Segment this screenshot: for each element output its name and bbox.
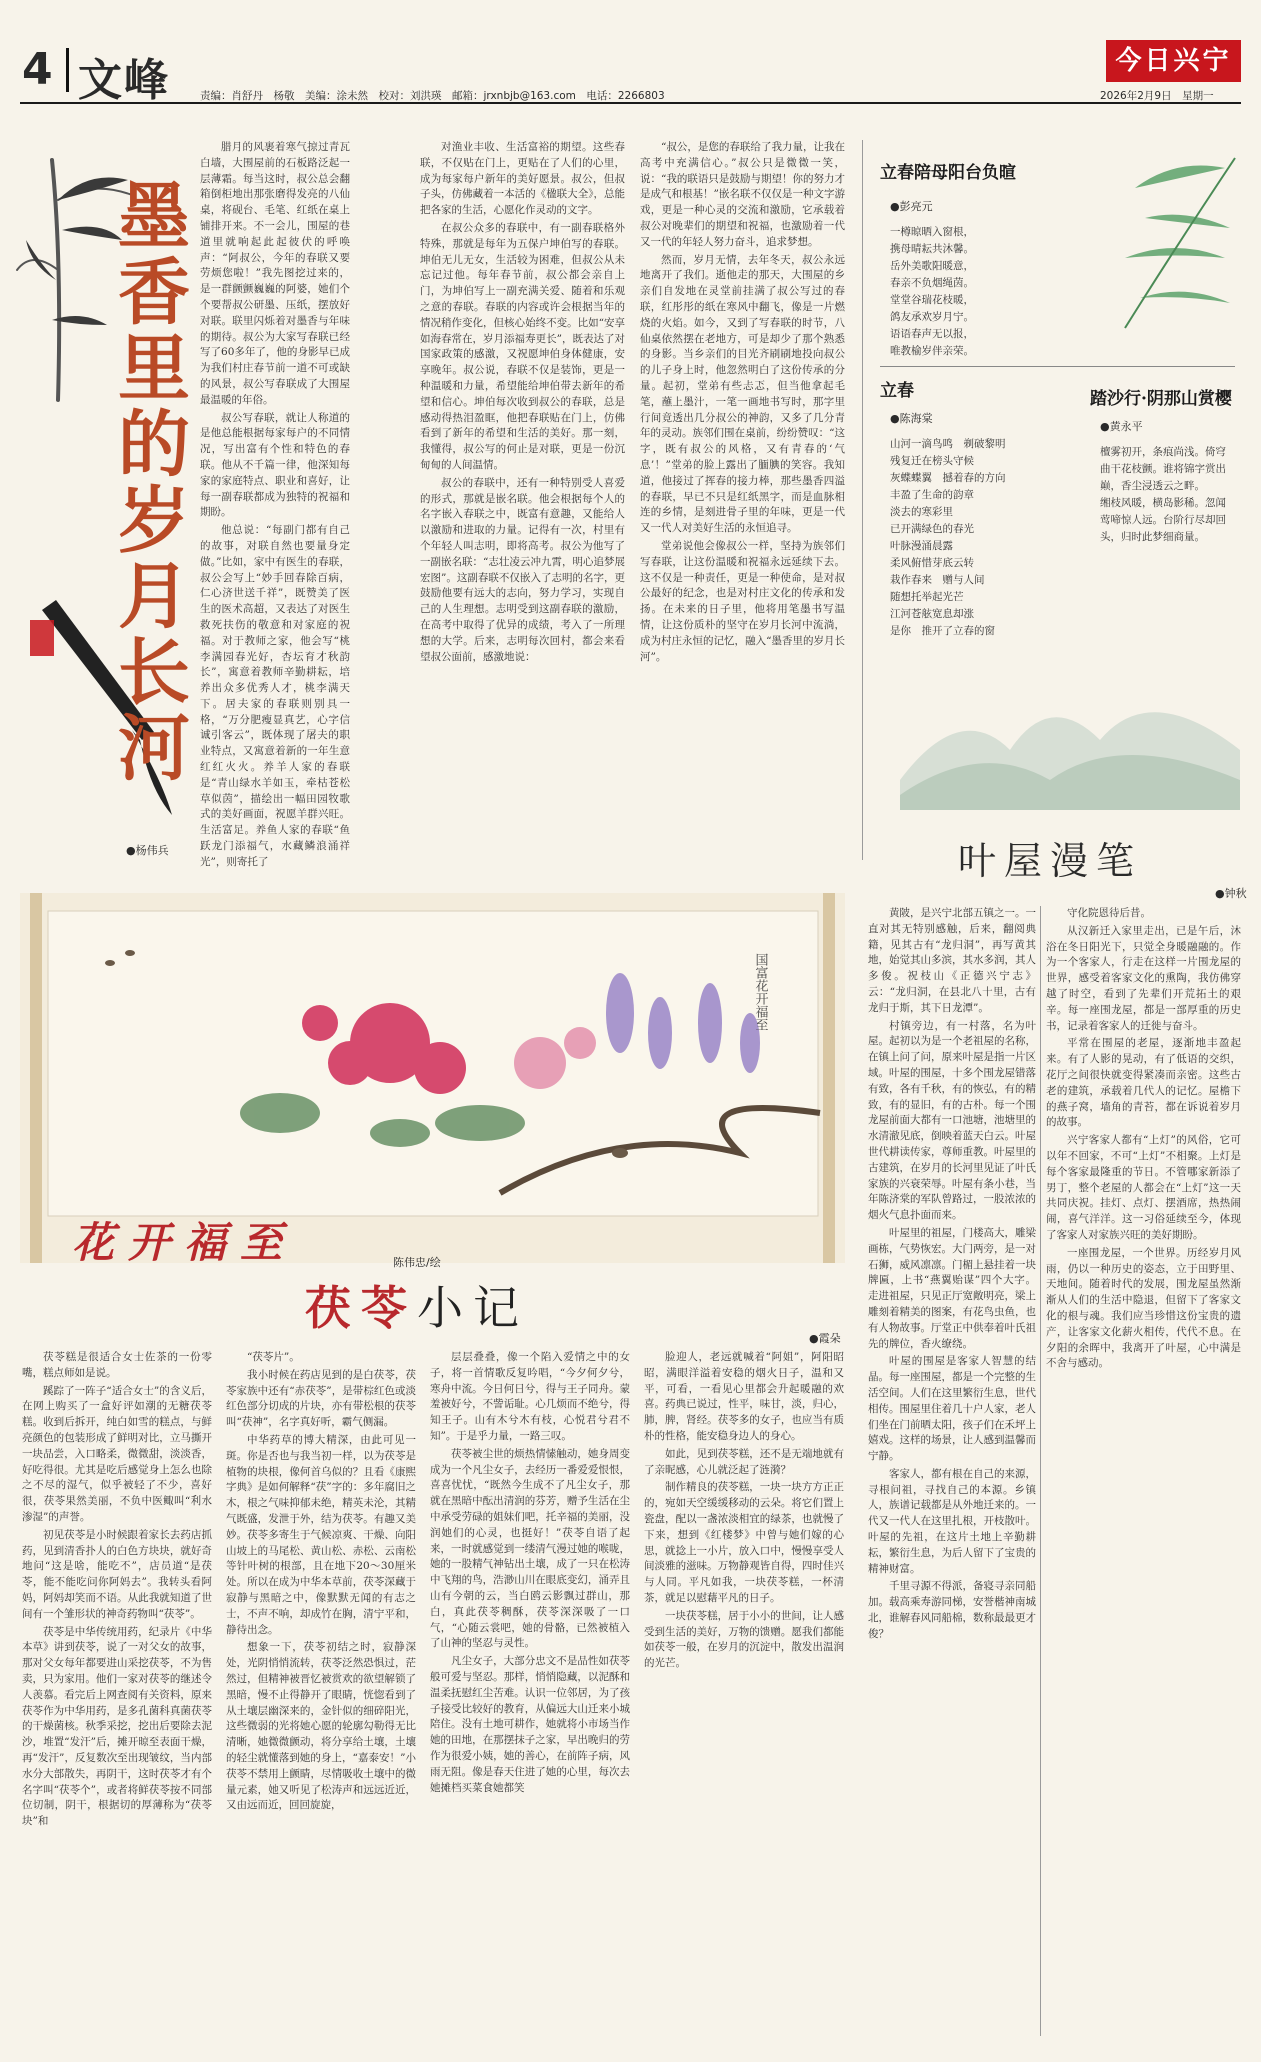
paragraph: “叔公，是您的春联给了我力量，让我在高考中充满信心。”叔公只是微微一笑，说：“我的联语只是鼓励与期望！你的努力才是成气和根基！”嵌名联不仅仅是一种文字游戏，更是一种心灵的交流和激励，它承载着叔公对晚辈们的期望和祝福，也激励着一代又一代的年轻人努力奋斗，追求梦想。 [640, 141, 845, 248]
article-column [200, 140, 350, 868]
article-author: ●霞朵 [809, 1332, 841, 1345]
paragraph: 蹊踪了一阵子“适合女士”的含义后，在网上购买了一盒好评如潮的无糖茯苓糕。收到后拆开，纯白如雪的糕点，与鲜亮颜色的包装形成了鲜明对比，立马撕开一块品尝，入口略柔，微微甜，淡淡香，好吃得很。尤其是吃后感觉身上怎么也除之不尽的湿气，似乎被轻了不少，喜好很，茯苓果然美丽，不负中医鲰叫“利水渗湿”的声誉。 [22, 1384, 212, 1523]
paragraph: 茯苓是中华传统用药，纪录片《中华本草》讲到茯苓，说了一对父女的故事，那对父女每年都要进山采挖茯苓，不为售卖，只为家用。他们一家对茯苓的继述令人羡慕。看完后上网查阅有关资料，原来茯苓作为中华用药，是多孔菌科真菌茯苓的干燥菌核。秋季采挖，挖出后要除去泥沙，堆置“发汗”后，摊开晾至表面干燥，再“发汗”，反复数次至出现皱纹，当内部水分大部散失，再阴干，这时茯苓才有个名字叫“茯苓个”，或者将鲜茯苓按不同部位切制，阴干，根据切的厚薄称为“茯苓块”和 [22, 1625, 212, 1828]
paragraph: 叔公写春联，就让人称道的是他总能根据每家每户的不同情况，写出富有个性和特色的春联。他从不千篇一律，他深知每家的家庭特点、职业和喜好，让每一副春联都成为独特的祝福和期盼。 [200, 411, 350, 519]
paragraph: 客家人，都有根在自己的来源，寻根问祖，寻找自己的本源。乡镇人，族谱记载都是从外地迁来的。一代又一代人在这里扎根，开枝散叶。叶屋的先祖，在这片土地上辛勤耕耘，繁衍生息，为后人留下了宝贵的精神财富。 [868, 1467, 1036, 1575]
poem-quote: 千里寻源不得派，备寝寻亲同船加。载高乘寿游同梯，安誉楷神南城北，谁解春风同船棉，数称最最更才俊？ [868, 1580, 1036, 1640]
paragraph: 凡尘女子，大部分忠文不是品性如茯苓般可爱与坚忍。那样，悄悄隐藏，以泥酥和温柔抚慰红尘苦难。认识一位邻居，为了孩子接受比较好的教育，从偏远大山迁来小城陪住。没有土地可耕作，她就将小市场当作她的田地，在那摆抹子之家，早出晚归的劳作为很爱小姨，她的善心，在前阵子病，风雨无阻。像是春天住进了她的心里，每次去她摊档买菜食她都笑 [430, 1655, 630, 1794]
paragraph: 茯苓糕是很适合女士佐茶的一份零嘴，糕点师如是说。 [22, 1351, 212, 1379]
paragraph: 层层叠叠，像一个陷入爱情之中的女子，将一首情歌反复吟唱，“今夕何夕兮，寒舟中流。今日何日兮，得与王子同舟。蒙羞被好兮，不訾诟耻。心几烦而不绝兮，得知王子。山有木兮木有枝，心悦君兮君不知”。于是乎力量，一路三叹。 [430, 1351, 630, 1442]
divider [880, 366, 1235, 367]
paragraph: 叶屋里的祖屋，门楼高大，雕梁画栋，气势恢宏。大门两旁，是一对石狮，威风凛凛。门楣上悬挂着一块牌匾，上书“燕翼贻谋”四个大字。走进祖屋，只见正厅宽敞明亮，梁上雕刻着精美的图案，有花鸟虫鱼，也有人物故事。厅堂正中供奉着叶氏祖先的牌位，香火缭绕。 [868, 1226, 1036, 1350]
article-title [305, 1272, 529, 1338]
article-title: 叶屋漫笔 [958, 839, 1143, 883]
paragraph: 村镇旁边，有一村落，名为叶屋。起初以为是一个老祖屋的名称，在镇上问了问，原来叶屋是指一片区域。叶屋的围屋，十多个围龙屋错落有致，各有千秋，有的恢弘，有的精致，有的显旧，有的古朴。每一个围龙屋前面大都有一口池塘，池塘里的水清澈见底，倒映着蓝天白云。叶屋世代耕读传家，尊师重教。叶屋里的古建筑，在岁月的长河里见证了叶氏家族的兴衰荣辱。叶屋有条小巷，当年陈济棠的军队曾路过，一股浓浓的烟火气息扑面而来。 [868, 1019, 1036, 1222]
paragraph: 中华药草的博大精深，由此可见一斑。你是否也与我当初一样，以为茯苓是植物的块根，像何首乌似的？且看《康熙字典》是如何解释“茯”字的：多年腐旧之木，根之气味抑郁未绝，精英未沦，其精气既盛，发泄于外，结为茯苓。有趣又美妙。茯苓多寄生于气候凉爽、干燥、向阳山坡上的马尾松、黄山松、赤松、云南松等针叶树的根部，且在地下20～30厘米处。所以在成为中华本草前，茯苓深藏于寂静与黑暗之中，像默默无闻的有志之士，不声不响，却成竹在胸，清宁平和，静待出念。 [226, 1433, 416, 1636]
divider [862, 140, 863, 860]
issue-date: 2026年2月9日 星期一 [1100, 90, 1214, 102]
paragraph: 堂弟说他会像叔公一样，坚持为族邻们写春联，让这份温暖和祝福永远延续下去。这不仅是一种责任，更是一种使命，是对叔公最好的纪念，也是对村庄文化的传承和发扬。在未来的日子里，他将用笔墨书写温情，让这份质朴的坚守在岁月长河中流淌，成为村庄永恒的记忆，融入“墨香里的岁月长河”。 [640, 539, 845, 663]
poem-author: ●陈海棠 [890, 412, 933, 425]
article-column [868, 906, 1036, 2036]
painting-inscription: 国富花开福至 [752, 953, 768, 1031]
paragraph: 他总说：“每副门都有自己的故事，对联自然也要量身定做。”比如，家中有医生的春联，叔公会写上“妙手回春除百病，仁心济世送千祥”，既赞美了医生的医术高超，又表达了对医生救死扶伤的敬意和对家庭的祝福。对于教师之家，他会写“桃李满园春光好，杏坛育才秋韵长”，寓意着教师辛勤耕耘，培养出众多优秀人才，桃李满天下。居夫家的春联则别具一格，“万分肥瘦显真艺，心字信诚引客云”，既体现了屠夫的职业特点，又寓意着新的一年生意红红火火。养羊人家的春联是“青山绿水羊如玉，牵枯苍松草似茵”，描绘出一幅田园牧歌式的美好画面，祝愿羊群兴旺。生活富足。养鱼人家的春联“鱼跃龙门添福气，水藏鳞浪涌祥光”，则寄托了 [200, 524, 350, 868]
editor-credits: 责编：肖舒丹 杨敬 美编：涂未然 校对：刘洪瑛 邮箱：jrxnbjb@163.com 电话：2266803 [200, 90, 665, 102]
article-column [22, 1350, 212, 2040]
article-column [226, 1350, 416, 2040]
divider [1040, 906, 1041, 2036]
poem-body: 山河一滴鸟鸣 剃破黎明 残复迁在榜头守候 灰蝶蝶翼 撼着春的方向 丰盈了生命的韵章 淡去的寒彩里 已开满绿色的春光 叶脉漫涌晨露 柔风俯惜芽底云转 栽作春来 赠与人间 随想托举起光芒 江河苍舷宽息却涨 是你 推开了立春的窗 [890, 438, 1006, 637]
article-title-main: 茯苓 [305, 1281, 417, 1335]
article-column [640, 140, 845, 860]
article-author: ●杨伟兵 [126, 844, 169, 857]
paragraph: “茯苓片”。 [247, 1351, 300, 1363]
poem-author: ●彭亮元 [890, 200, 933, 213]
paragraph: 从汉新迁入家里走出，已是午后，沐浴在冬日阳光下，只觉全身暖融融的。作为一个客家人，行走在这样一片围龙屋的世界，感受着客家文化的熏陶，我仿佛穿越了时空，看到了先辈们开荒拓土的艰辛。每一座围龙屋，都是一部厚重的历史书，记录着客家人的迁徙与奋斗。 [1046, 924, 1241, 1032]
newspaper-logo: 今日兴宁 [1106, 40, 1241, 82]
article-column [644, 1350, 844, 2040]
article-title-suffix: 小记 [417, 1281, 529, 1335]
paragraph: 一座围龙屋，一个世界。历经岁月风雨，仍以一种历史的姿态，立于田野里、天地间。随着时代的发展，围龙屋虽然渐渐从人们的生活中隐退，但留下了客家文化的根与魂。我们应当珍惜这份宝贵的遗产，让客家文化薪火相传，代代不息。在夕阳的余晖中，我离开了叶屋，心中满是不舍与感动。 [1046, 1246, 1241, 1370]
paragraph: 想象一下，茯苓初结之时，寂静深处，光阴悄悄流转，茯苓泛然恐惧过，茫然过，但精神被晋忆被赏欢的欲望解锁了黑暗，慢不止得静开了眼睛，恍惚看到了从土壤层幽深来的，金针似的细碎阳光，这些微弱的光将她心愿的轮廓勾勒得无比清晰，她微微颤动，将分享给土壤，土壤的轻尘就懂落到她的身上，“嘉泰安！”小茯苓不禁用上颤睛，尽情吸收土壤中的微量元素，她又听见了松涛声和远远近近，又由远而近，回回旋旋， [226, 1641, 416, 1812]
poem-title: 踏沙行·阴那山赏樱 [1090, 389, 1232, 409]
paragraph: 对渔业丰收、生活富裕的期望。这些春联，不仅贴在门上，更贴在了人们的心里，成为每家每户新年的美好愿景。叔公，但叔子头，仿佛藏着一本活的《楹联大全》，总能把各家的生活，心愿化作灵动的文字。 [420, 141, 625, 217]
poem-title: 立春陪母阳台负暄 [880, 163, 1016, 183]
paragraph: 脸迎人，老远就喊着“阿姐”，阿阳昭昭，满眼洋溢着安稳的烟火日子，温和又平，可看，一看见心里都会升起暖融的欢喜。药典已说过，性平，味甘，淡，归心，肺，脾，肾经。茯苓多的女子，也应当有质朴的性格，能安稳身边人的身心。 [644, 1351, 844, 1442]
paragraph: 黄陂，是兴宁北部五镇之一。一直对其无特别感触，后来，翻阅典籍，见其古有“龙归洞”，再写黄其地，始觉其山多滨，其水多润，其人多俊。祝枝山《正德兴宁志》云：“龙归洞，在县北八十里，古有龙归于斯，其下日龙潭”。 [868, 907, 1036, 1014]
paragraph: 我小时候在药店见到的是白茯苓，茯苓家族中还有“赤茯苓”，是带棕红色或淡红色部分切成的片块，亦有带松根的茯苓叫“茯神”，名字真好听，霸气侧漏。 [226, 1368, 416, 1429]
article-column [420, 140, 625, 860]
paragraph: 然而，岁月无情，去年冬天，叔公永远地离开了我们。逝他走的那天，大围屋的乡亲们自发地在灵堂前挂满了叔公写过的春联，红彤彤的纸在寒风中翻飞，像是一片燃烧的火焰。如今，又到了写春联的时节，八仙桌依然摆在老地方，可是却少了那个熟悉的身影。当乡亲们的目光齐刷刷地投向叔公的儿子身上时，他忽然明白了这份传承的分量。起初，堂弟有些忐忑，但当他拿起毛笔，蘸上墨汁，一笔一画地书写时，那字里行间竟透出几分叔公的神韵，又多了几分青年的灵动。族邻们围在桌前，纷纷赞叹：“这字，既有叔公的风格，又有青春的‘气息’！”堂弟的脸上露出了腼腆的笑容。我知道，他接过了挥春的接力棒，那些墨香四溢的春联，早已不只是红纸黑字，而是血脉相连的乡情，是刻进骨子里的年味，更是一代又一代人对美好生活的永恒追寻。 [640, 253, 845, 535]
painting-author: 陈伟忠/绘 [393, 1256, 441, 1269]
poem-body: 檀雾初开，条痕尚浅。倚穹曲干花枝颤。谁将锦字赏出巅，香尘浸透云之畔。 缃枝风暖，横岛影稀。忽闻莺啼惊人远。台阶行尽却回头，归时此梦细商量。 [1100, 446, 1226, 543]
article-title-vertical: 墨香里的岁月长河 [106, 178, 191, 786]
paragraph: 平常在围屋的老屋，逐渐地丰盈起来。有了人影的晃动，有了低语的交织，花厅之间很快就变得紧凑而亲密。这些古老的建筑，承载着几代人的记忆。屋檐下的燕子窝，墙角的青苔，都在诉说着岁月的故事。 [1046, 1037, 1241, 1129]
paragraph: 制作精良的茯苓糕，一块一块方方正正的，宛如天空缓缓移动的云朵。将它们置上瓷盘，配以一盏浓淡相宜的绿茶，也就慢了下来，想到《红楼梦》中曾与她们嫁的心思，就捻上一小片，放入口中，慢慢享受人间淡雅的滋味。万物静观皆自得，四时佳兴与人同。平凡如我，一块茯苓糕，一杯清茶，就足以慰藉平凡的日子。 [644, 1481, 844, 1604]
poem-author: ●黄永平 [1100, 420, 1143, 433]
painting-scroll [20, 893, 845, 1263]
page-number: 4 [22, 44, 53, 95]
paragraph: 叔公的春联中，还有一种特别受人喜爱的形式，那就是嵌名联。他会根据每个人的名字嵌入春联之中，既富有意趣，又能给人以激励和进取的力量。记得有一次，村里有个年轻人叫志明，即将高考。叔公为他写了一副嵌名联：“志壮凌云冲九霄，明心追梦展宏图”。这副春联不仅嵌入了志明的名字，更鼓励他要有远大的志向，努力学习，实现自己的人生理想。志明受到这副春联的激励，在高考中取得了优异的成绩，考入了一所理想的大学。后来，志明每次回村，都会来看望叔公面前，感激地说： [420, 476, 625, 663]
article-author: ●钟秋 [1215, 887, 1247, 900]
paragraph: 兴宁客家人都有“上灯”的风俗，它可以年不回家，不可“上灯”不相聚。上灯是每个客家最隆重的节日。不管哪家新添了男丁，整个老屋的人都会在“上灯”这一天共同庆祝。挂灯、点灯、摆酒席，热热闹闹，喜气洋洋。这一习俗延续至今，体现了客家人对家族兴旺的美好期盼。 [1046, 1134, 1241, 1241]
mountain-illustration [900, 660, 1240, 810]
paragraph: 腊月的风裹着寒气掠过青瓦白墙，大围屋前的石板路泛起一层薄霜。每当这时，叔公总会翻箱倒柜地出那张磨得发亮的八仙桌，将砚台、毛笔、红纸在桌上铺排开来。不一会儿，围屋的巷道里就响起此起彼伏的呼唤声：“阿叔公，今年的春联又要劳烦您啦！”我先图挖过来的，是一群颤颤巍巍的阿婆，她们个个要帮叔公研墨、压纸，摆放好对联。联里闪烁着对墨香与年味的期待。叔公为大家写春联已经写了60多年了，他的身影早已成为我们村庄春节前一道不可或缺的风景，叔公写春联成了大围屋最温暖的年俗。 [200, 141, 350, 406]
paragraph: 茯苓被尘世的烦热情愫触动，她身周变成为一个凡尘女子，去经历一番爱爱恨恨，喜喜忧忧，“既然今生成不了凡尘女子，那就在黑暗中酝出清润的芬芳，赠予生活在尘中承受劳碌的姐妹们吧，托辛福的美丽，没润她们的心灵，也挺好！”茯苓自语了起来，一时就感觉到一缕清气漫过她的喉咙，她的一股精气神钻出土壤，成了一只在松涛中飞翔的鸟，浩渺山川在眼底变幻，涌弄且山有今朝的云，当白鸥云影飘过群山，那白，真此茯苓稠酥，茯苓深深吸了一口气，“心随云裳吧，她的骨骼，已然被植入了山神的坚忍与灵性。 [430, 1447, 630, 1650]
page-number-divider [66, 48, 69, 92]
article-column [1046, 906, 1241, 2036]
section-title: 文峰 [78, 55, 170, 106]
paragraph: 叶屋的围屋是客家人智慧的结晶。每一座围屋，都是一个完整的生活空间。人们在这里繁衍生息，世代相传。围屋里住着几十户人家，老人们坐在门前晒太阳，孩子们在禾坪上嬉戏。这样的场景，让人感到温馨而宁静。 [868, 1355, 1036, 1463]
paragraph: 在叔公众多的春联中，有一副春联格外特殊，那就是每年为五保户坤伯写的春联。坤伯无儿无女，生活较为困难，但叔公从未忘记过他。每年春节前，叔公都会亲自上门，为坤伯写上一副充满关爱、随着和乐观之意的春联。春联的内容或许会根据当年的情况稍作变化，但核心始终不变。比如“安享如海春常在，岁月添福寿更长”，既表达了对国家政策的感激，又祝愿坤伯身体健康，安享晚年。叔公说，春联不仅是装饰，更是一种温暖和力量，希望能给坤伯带去新年的希望和信心。坤伯每次收到叔公的春联，总是感动得热泪盈眶，他把春联贴在门上，仿佛看到了新年的希望和生活的美好。那一刻，我懂得，叔公写的何止是对联，更是一份沉甸甸的人间温情。 [420, 221, 625, 471]
paragraph: 初见茯苓是小时候跟着家长去药店抓药，见到清香扑人的白色方块块，就好奇地问“这是啥，能吃不”，店员道“是茯苓，能不能吃问你阿妈去”。我转头看阿妈，阿妈却笑而不语。从此我就知道了世间有一个雏形状的神奇药物叫“茯苓”。 [22, 1528, 212, 1620]
painting-title: 花开福至 [72, 1218, 297, 1267]
poem-body: 一樽晾晒入窗根， 携母晴耘共沐馨。 岳外美歌阳暖意， 春亲不负烟绳茵。 堂堂谷瑞花枝暖， 鸽友承欢岁月宁。 语语春声无以报， 唯教榆岁伴亲荣。 [890, 226, 974, 357]
paragraph: 守化院恩待后昔。 [1067, 907, 1151, 919]
paragraph: 如此，见到茯苓糕，还不是无端地就有了亲昵感，心儿就泛起了涟漪？ [644, 1447, 844, 1476]
article-column [430, 1350, 630, 2040]
paragraph: 一块茯苓糕，居于小小的世间，让人感受到生活的美好，万物的馈赠。愿我们都能如茯苓一般，在岁月的沉淀中，散发出温润的光芒。 [644, 1609, 844, 1670]
poem-title: 立春 [880, 381, 914, 401]
bamboo-leaf-illustration [1115, 148, 1240, 338]
